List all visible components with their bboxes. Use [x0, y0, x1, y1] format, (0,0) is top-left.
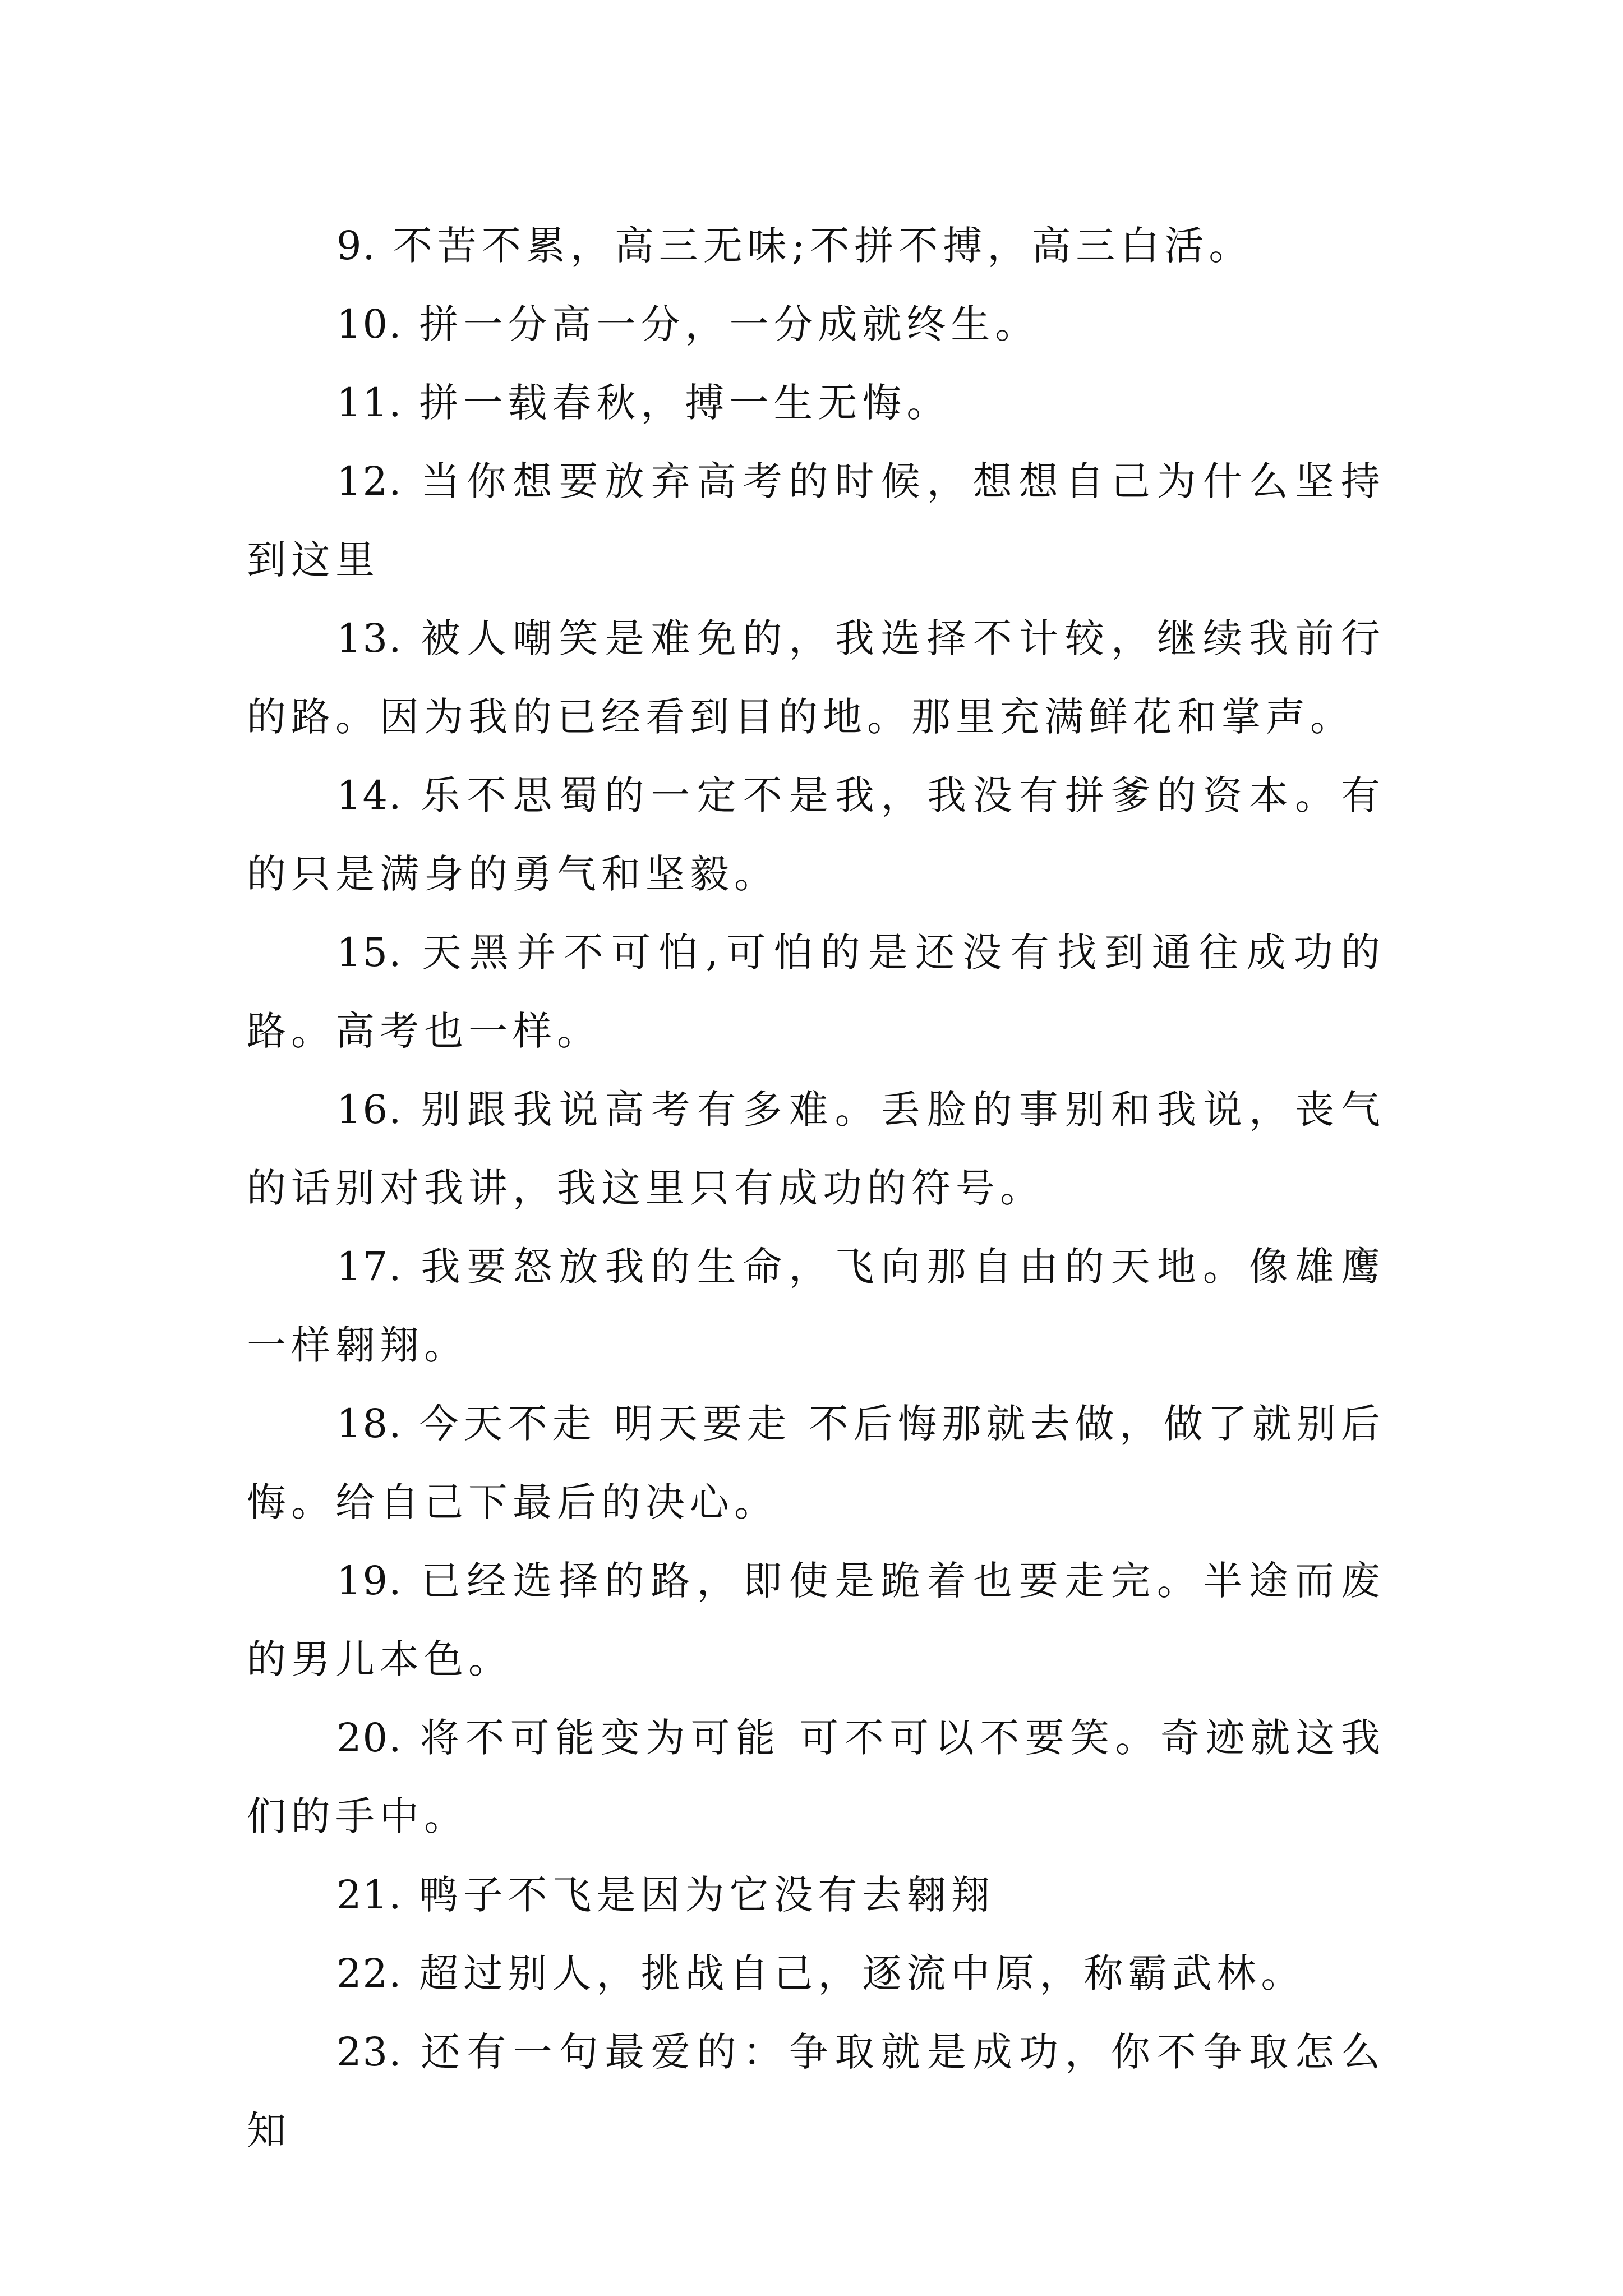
item-number: 19.	[336, 1558, 403, 1604]
item-text: 超过别人，挑战自己，逐流中原，称霸武林。	[419, 1950, 1306, 1996]
item-number: 12.	[336, 458, 403, 504]
item-text: 已经选择的路，即使是跪着也要走完。半途而废的男儿本色。	[247, 1558, 1385, 1682]
item-text: 拼一载春秋，搏一生无悔。	[419, 380, 951, 426]
item-number: 20.	[336, 1715, 403, 1761]
item-number: 17.	[336, 1244, 403, 1290]
list-item	[247, 756, 1385, 913]
item-number: 13.	[336, 615, 403, 661]
list-item	[247, 442, 1385, 599]
list-item	[247, 1542, 1385, 1699]
list-item	[247, 1856, 1385, 1934]
item-number: 10.	[336, 301, 403, 347]
item-number: 14.	[336, 772, 403, 818]
item-number: 15.	[336, 930, 403, 976]
item-number: 11.	[336, 380, 403, 426]
list-item	[247, 1070, 1385, 1227]
list-item	[247, 1384, 1385, 1542]
item-text: 今天不走 明天要走 不后悔那就去做，做了就别后悔。给自己下最后的决心。	[247, 1401, 1385, 1525]
quote-list	[247, 206, 1385, 2170]
list-item	[247, 285, 1385, 364]
item-number: 9.	[336, 223, 376, 269]
item-text: 当你想要放弃高考的时候，想想自己为什么坚持到这里	[247, 458, 1385, 583]
item-number: 21.	[336, 1872, 403, 1918]
item-text: 乐不思蜀的一定不是我，我没有拼爹的资本。有的只是满身的勇气和坚毅。	[247, 772, 1385, 897]
item-text: 被人嘲笑是难免的，我选择不计较，继续我前行的路。因为我的已经看到目的地。那里充满鲜花和掌声。	[247, 615, 1385, 740]
item-text: 我要怒放我的生命，飞向那自由的天地。像雄鹰一样翱翔。	[247, 1244, 1385, 1368]
item-text: 拼一分高一分，一分成就终生。	[419, 301, 1040, 347]
list-item	[247, 913, 1385, 1070]
list-item	[247, 2013, 1385, 2170]
item-text: 别跟我说高考有多难。丢脸的事别和我说，丧气的话别对我讲，我这里只有成功的符号。	[247, 1087, 1385, 1211]
item-text: 鸭子不飞是因为它没有去翱翔	[419, 1872, 995, 1918]
item-text: 天黑并不可怕,可怕的是还没有找到通往成功的路。高考也一样。	[247, 930, 1385, 1054]
list-item	[247, 1699, 1385, 1856]
list-item	[247, 599, 1385, 756]
item-number: 22.	[336, 1950, 403, 1996]
list-item	[247, 364, 1385, 442]
list-item	[247, 1934, 1385, 2013]
item-text: 还有一句最爱的：争取就是成功，你不争取怎么知	[247, 2029, 1385, 2154]
list-item	[247, 1227, 1385, 1384]
item-number: 18.	[336, 1401, 403, 1447]
item-number: 16.	[336, 1087, 403, 1133]
item-number: 23.	[336, 2029, 403, 2075]
item-text: 不苦不累，高三无味;不拼不搏，高三白活。	[393, 223, 1253, 269]
list-item	[247, 206, 1385, 285]
item-text: 将不可能变为可能 可不可以不要笑。奇迹就这我们的手中。	[247, 1715, 1385, 1839]
